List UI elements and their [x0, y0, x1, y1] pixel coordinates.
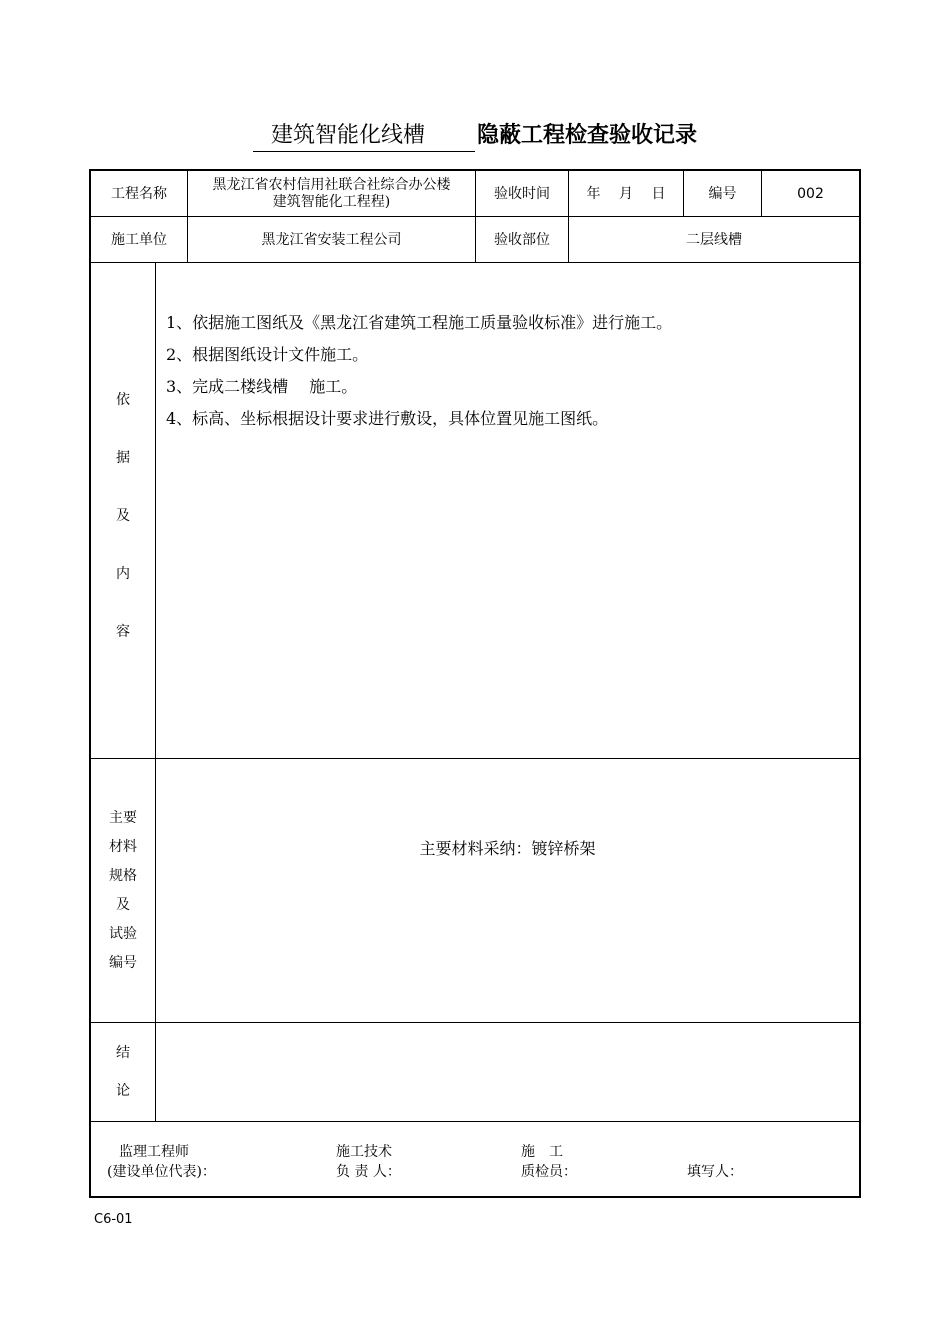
qc-line2: 质检员：	[521, 1164, 577, 1180]
row-divider	[91, 1121, 859, 1122]
contractor-label: 施工单位	[111, 231, 167, 248]
materials-label-line: 试验	[109, 925, 137, 942]
qc-line1: 施 工	[521, 1144, 563, 1160]
acceptance-time-value: 年 月 日	[586, 186, 666, 202]
col-divider	[155, 262, 156, 1122]
materials-label-line: 材料	[109, 838, 137, 855]
materials-label-line: 编号	[109, 954, 137, 971]
basis-content	[166, 307, 672, 435]
basis-label-char: 内	[116, 565, 130, 582]
basis-item: 2、根据图纸设计文件施工。	[166, 345, 369, 364]
signature-supervisor	[107, 1142, 216, 1182]
conclusion-label-char: 结	[116, 1045, 130, 1061]
supervisor-line1: 监理工程师	[119, 1144, 189, 1160]
materials-label-line: 及	[116, 896, 130, 913]
project-name-line1: 黑龙江省农村信用社联合社综合办公楼	[212, 177, 451, 193]
form-code: C6-01	[94, 1212, 133, 1227]
project-name-label: 工程名称	[111, 186, 167, 202]
conclusion-content	[156, 1023, 859, 1121]
signature-tech	[336, 1142, 401, 1182]
basis-item: 1、依据施工图纸及《黑龙江省建筑工程施工质量验收标准》进行施工。	[166, 313, 673, 332]
title-subject: 建筑智能化线槽	[253, 118, 475, 152]
project-name-line2: 建筑智能化工程程)	[272, 194, 391, 210]
inspection-form	[89, 169, 861, 1198]
conclusion-label	[91, 1023, 155, 1121]
tech-line2: 负 责 人：	[336, 1164, 401, 1180]
number-label: 编号	[708, 186, 737, 202]
location-label: 验收部位	[494, 231, 550, 248]
project-name-value	[188, 171, 475, 217]
contractor-value: 黑龙江省安装工程公司	[261, 231, 402, 248]
basis-label-char: 及	[116, 507, 130, 524]
basis-item: 4、标高、坐标根据设计要求进行敷设，具体位置见施工图纸。	[166, 409, 609, 428]
conclusion-label-char: 论	[116, 1083, 130, 1099]
basis-label-char: 依	[116, 391, 130, 408]
basis-label	[91, 263, 155, 758]
page-title	[0, 118, 950, 152]
basis-label-char: 据	[116, 449, 130, 466]
number-value: 002	[797, 186, 824, 202]
basis-label-char: 容	[116, 623, 130, 640]
basis-item: 3、完成二楼线槽 施工。	[166, 377, 358, 396]
materials-label-line: 规格	[109, 867, 137, 884]
materials-label	[91, 759, 155, 1022]
filler-label: 填写人：	[687, 1164, 743, 1180]
title-main: 隐蔽工程检查验收记录	[477, 123, 698, 148]
signature-filler	[687, 1162, 743, 1182]
materials-content: 主要材料采纳：镀锌桥架	[419, 839, 596, 858]
supervisor-line2: (建设单位代表)：	[107, 1164, 216, 1180]
location-value: 二层线槽	[686, 231, 742, 248]
materials-label-line: 主要	[109, 809, 137, 826]
acceptance-time-label: 验收时间	[494, 186, 550, 202]
tech-line1: 施工技术	[336, 1144, 392, 1160]
signature-qc	[521, 1142, 577, 1182]
